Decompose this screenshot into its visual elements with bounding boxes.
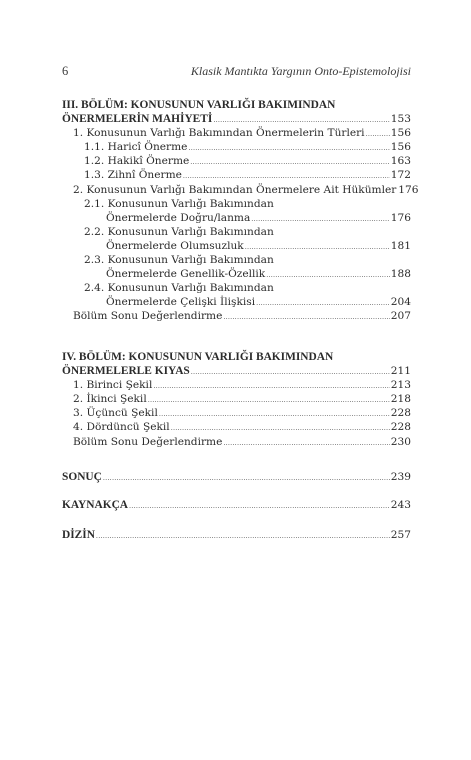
entry-label: 1. Konusunun Varlığı Bakımından Önermelerin Türleri (73, 127, 365, 140)
dot-leader (148, 393, 390, 407)
entry-label: Bölüm Sonu Değerlendirme (73, 435, 223, 448)
toc-entry-kaynakca[interactable] (62, 498, 411, 512)
toc-entry-4-1[interactable] (62, 378, 411, 392)
toc-entry-3-eval[interactable] (62, 309, 411, 323)
entry-label: KAYNAKÇA (62, 499, 129, 511)
dot-leader (153, 379, 389, 393)
section-3-heading-line1: III. BÖLÜM: KONUSUNUN VARLIĞI BAKIMINDAN (62, 99, 336, 111)
dot-leader (183, 169, 390, 183)
dot-leader (251, 212, 389, 226)
toc-entry-section-4-heading[interactable] (62, 364, 411, 378)
toc-entry-4-4[interactable] (62, 420, 411, 434)
dot-leader (190, 155, 389, 169)
toc-entry-3-1[interactable] (62, 126, 411, 140)
section-3-heading-line2: ÖNERMELERİN MAHİYETİ (62, 113, 213, 126)
toc-entry-sonuc-wrap (62, 470, 411, 484)
page-ref: 257 (390, 529, 411, 541)
page-ref: 188 (390, 268, 411, 281)
dot-leader (191, 365, 390, 379)
toc-entry-3-1-2[interactable] (62, 154, 411, 168)
toc-entry-sonuc[interactable] (62, 470, 411, 484)
toc-entry-4-eval[interactable] (62, 435, 411, 449)
toc-entry-3-2-2[interactable] (62, 239, 411, 253)
entry-label: 3. Üçüncü Şekil (73, 407, 158, 420)
page-ref: 213 (390, 379, 411, 392)
entry-label: 2. Konusunun Varlığı Bakımından Önermelere Ait Hükümler (73, 183, 397, 196)
entry-label: 1.1. Haricî Önerme (84, 141, 188, 154)
entry-label: 2. İkinci Şekil (73, 393, 147, 406)
entry-label: SONUÇ (62, 471, 102, 483)
page-ref: 211 (390, 365, 411, 378)
dot-leader (213, 113, 389, 127)
toc-entry-kaynakca-wrap (62, 498, 411, 512)
page-ref: 176 (398, 183, 419, 196)
dot-leader (171, 421, 390, 435)
page-ref: 163 (390, 155, 411, 168)
toc-entry-dizin-wrap (62, 528, 411, 542)
page-ref: 207 (390, 310, 411, 323)
section-4-heading-line2: ÖNERMELERLE KIYAS (62, 365, 190, 378)
toc-entry-3-2-4-line1: 2.4. Konusunun Varlığı Bakımından (84, 282, 274, 295)
dot-leader (103, 471, 390, 485)
toc-entry-3-2-3-line1: 2.3. Konusunun Varlığı Bakımından (84, 254, 274, 267)
dot-leader (256, 296, 390, 310)
page-ref: 181 (390, 239, 411, 252)
toc-entry-4-2[interactable] (62, 392, 411, 406)
toc-section-4 (62, 350, 411, 449)
toc-entry-4-3[interactable] (62, 406, 411, 420)
page-ref: 230 (390, 435, 411, 448)
dot-leader (223, 436, 389, 450)
entry-label: Önermelerde Genellik-Özellik (106, 268, 266, 281)
dot-leader (129, 499, 390, 513)
entry-label: Önermelerde Olumsuzluk (106, 239, 244, 252)
entry-label: Bölüm Sonu Değerlendirme (73, 310, 223, 323)
page-ref: 156 (390, 141, 411, 154)
page-ref: 218 (390, 393, 411, 406)
entry-label: 1.2. Hakikî Önerme (84, 155, 190, 168)
entry-label: Önermelerde Çelişki İlişkisi (106, 296, 256, 309)
dot-leader (223, 310, 389, 324)
page-ref: 204 (390, 296, 411, 309)
toc-entry-3-2-2-line1: 2.2. Konusunun Varlığı Bakımından (84, 225, 274, 238)
toc-section-3 (62, 98, 419, 324)
toc-entry-dizin[interactable] (62, 528, 411, 542)
entry-label: 1. Birinci Şekil (73, 379, 153, 392)
toc-entry-3-2-4[interactable] (62, 295, 411, 309)
entry-label: 1.3. Zihnî Önerme (84, 169, 182, 182)
running-title: Klasik Mantıkta Yargının Onto-Epistemolojisi (190, 64, 411, 78)
page-ref: 172 (390, 169, 411, 182)
page-ref: 153 (390, 113, 411, 126)
toc-entry-3-2-1[interactable] (62, 211, 411, 225)
entry-label: Önermelerde Doğru/lanma (106, 211, 251, 224)
page-ref: 243 (390, 499, 411, 511)
page-ref: 176 (390, 211, 411, 224)
toc-entry-3-1-3[interactable] (62, 168, 411, 182)
toc-entry-section-3-heading[interactable] (62, 112, 411, 126)
toc-entry-3-2[interactable] (62, 183, 419, 197)
dot-leader (266, 268, 390, 282)
dot-leader (96, 529, 390, 543)
toc-entry-3-1-1[interactable] (62, 140, 411, 154)
dot-leader (188, 141, 389, 155)
entry-label: DİZİN (62, 529, 95, 541)
section-4-heading-line1: IV. BÖLÜM: KONUSUNUN VARLIĞI BAKIMINDAN (62, 351, 334, 363)
dot-leader (159, 407, 390, 421)
toc-entry-3-2-1-line1: 2.1. Konusunun Varlığı Bakımından (84, 197, 274, 210)
page-ref: 156 (390, 127, 411, 140)
page-ref: 228 (390, 407, 411, 420)
dot-leader (245, 240, 390, 254)
entry-label: 4. Dördüncü Şekil (73, 421, 170, 434)
page-number: 6 (62, 64, 69, 78)
toc-entry-3-2-3[interactable] (62, 267, 411, 281)
dot-leader (366, 127, 390, 141)
page-ref: 239 (390, 471, 411, 483)
page-ref: 228 (390, 421, 411, 434)
